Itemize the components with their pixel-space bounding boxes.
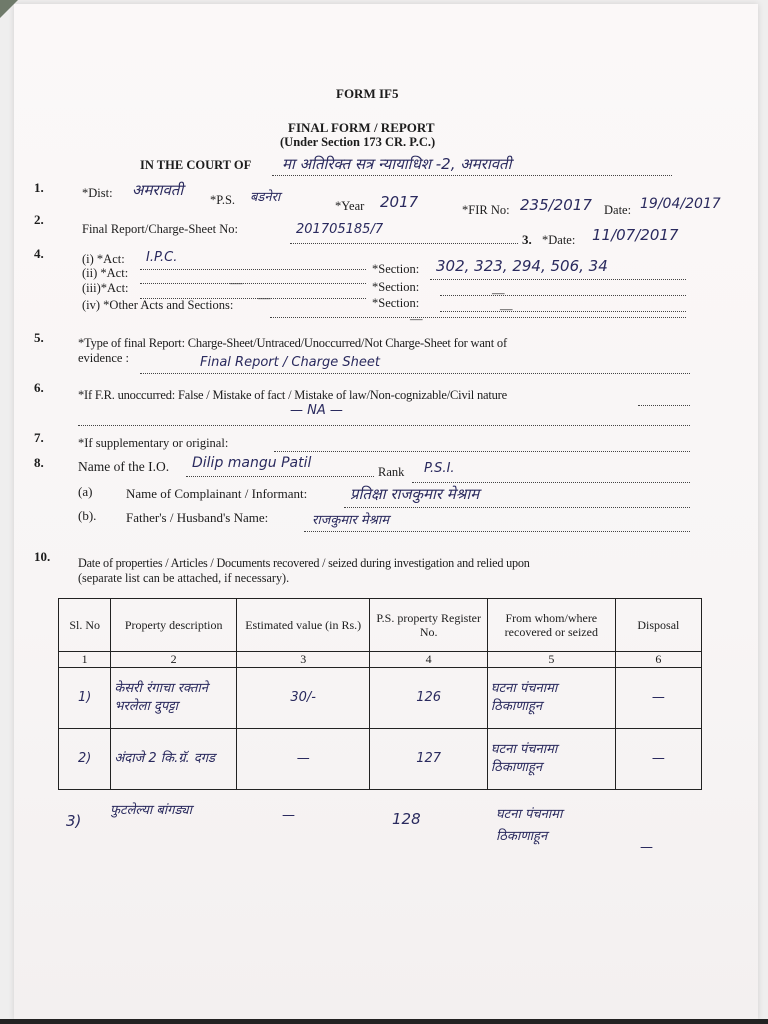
row-property-description: केसरी रंगाचा रक्ताने भरलेला दुपट्टा bbox=[111, 668, 237, 729]
section-2-dotted-line bbox=[440, 294, 686, 296]
fir-date-label: Date: bbox=[604, 203, 632, 217]
report-type-dotted-line bbox=[140, 372, 690, 374]
io-name-value: Dilip mangu Patil bbox=[192, 455, 312, 471]
row-3-recovered-from: घटना पंचनामा ठिकाणाहून bbox=[496, 807, 563, 844]
section-3-value: — bbox=[500, 302, 513, 316]
row-3-sl-no: 3) bbox=[66, 812, 82, 830]
report-type-value: Final Report / Charge Sheet bbox=[200, 355, 380, 370]
complainant-dotted-line bbox=[344, 506, 690, 508]
report-date-value: 11/07/2017 bbox=[592, 226, 679, 244]
row-register-no: 126 bbox=[370, 668, 488, 729]
property-table bbox=[58, 598, 702, 790]
father-name-label: Father's / Husband's Name: bbox=[126, 510, 269, 525]
row-recovered-from: घटना पंचनामा ठिकाणाहून bbox=[487, 668, 615, 729]
father-name-value: राजकुमार मेश्राम bbox=[312, 513, 390, 528]
section-2-value: — bbox=[492, 286, 505, 300]
section-1-label: *Section: bbox=[372, 262, 420, 276]
row-disposal: — bbox=[615, 729, 701, 790]
column-index-row bbox=[59, 652, 702, 668]
ps-label: *P.S. bbox=[210, 193, 236, 207]
column-index: 1 bbox=[59, 652, 111, 668]
act-3-value: — bbox=[258, 291, 271, 305]
act-1-value: I.P.C. bbox=[146, 250, 178, 265]
section-1-value: 302, 323, 294, 506, 34 bbox=[436, 257, 608, 275]
column-index: 3 bbox=[237, 652, 370, 668]
item-8-number: 8. bbox=[34, 455, 44, 470]
item-1-number: 1. bbox=[34, 180, 44, 195]
father-name-dotted-line bbox=[304, 530, 690, 532]
fir-value: 235/2017 bbox=[520, 196, 592, 214]
column-index: 2 bbox=[111, 652, 237, 668]
report-date-label: *Date: bbox=[542, 233, 576, 247]
final-report-dotted-line bbox=[290, 242, 518, 244]
form-subtitle: (Under Section 173 CR. P.C.) bbox=[280, 135, 436, 149]
fr-unoccurred-dotted-line-2 bbox=[78, 424, 690, 426]
row-property-description: अंदाजे 2 कि.ग्रॅ. दगड bbox=[111, 729, 237, 790]
act-4-value: — bbox=[410, 312, 423, 326]
court-value: मा अतिरिक्त सत्र न्यायाधिश -2, अमरावती bbox=[282, 155, 512, 173]
father-name-prefix: (b). bbox=[78, 508, 97, 523]
final-report-label: Final Report/Charge-Sheet No: bbox=[82, 222, 238, 236]
act-1-label: (i) *Act: bbox=[82, 252, 125, 266]
row-recovered-from: घटना पंचनामा ठिकाणाहून bbox=[487, 729, 615, 790]
properties-heading-line-2: (separate list can be attached, if necessary). bbox=[78, 571, 290, 585]
row-estimated-value: — bbox=[237, 729, 370, 790]
row-3-estimated-value: — bbox=[282, 808, 295, 823]
dist-value: अमरावती bbox=[132, 181, 184, 199]
court-dotted-line bbox=[272, 174, 672, 176]
act-4-label: (iv) *Other Acts and Sections: bbox=[82, 298, 234, 312]
final-report-value: 201705185/7 bbox=[296, 222, 384, 237]
section-2-label: *Section: bbox=[372, 280, 420, 294]
item-4-number: 4. bbox=[34, 246, 44, 261]
row-3-property-description: फुटलेल्या बांगड्या bbox=[110, 803, 192, 818]
column-index: 4 bbox=[370, 652, 488, 668]
io-name-label: Name of the I.O. bbox=[78, 459, 170, 474]
item-3-number: 3. bbox=[522, 232, 532, 247]
dist-label: *Dist: bbox=[82, 186, 113, 200]
section-1-dotted-line bbox=[430, 278, 686, 280]
table-row bbox=[59, 668, 702, 729]
item-6-number: 6. bbox=[34, 380, 44, 395]
row-3-register-no: 128 bbox=[392, 810, 421, 828]
fr-unoccurred-label: *If F.R. unoccurred: False / Mistake of fact / Mistake of law/Non-cognizable/Civil nature bbox=[78, 388, 507, 402]
report-type-label-2: evidence : bbox=[78, 351, 130, 365]
section-3-dotted-line bbox=[440, 310, 686, 312]
act-2-label: (ii) *Act: bbox=[82, 266, 129, 280]
fr-unoccurred-dotted-line-1 bbox=[638, 404, 690, 406]
item-2-number: 2. bbox=[34, 212, 44, 227]
form-number: FORM IF5 bbox=[336, 86, 399, 101]
item-5-number: 5. bbox=[34, 330, 44, 345]
supplementary-dotted-line bbox=[274, 450, 690, 452]
properties-heading-line-1: Date of properties / Articles / Documents recovered / seized during investigation and relied upon bbox=[78, 556, 530, 570]
col-header-disposal: Disposal bbox=[615, 599, 701, 652]
year-label: *Year bbox=[335, 199, 365, 213]
section-3-label: *Section: bbox=[372, 296, 420, 310]
fir-label: *FIR No: bbox=[462, 203, 510, 217]
table-row bbox=[59, 729, 702, 790]
fr-unoccurred-value: — NA — bbox=[290, 403, 343, 418]
supplementary-label: *If supplementary or original: bbox=[78, 436, 229, 450]
act-2-dotted-line bbox=[140, 282, 366, 284]
column-index: 6 bbox=[615, 652, 701, 668]
court-label: IN THE COURT OF bbox=[140, 158, 252, 172]
act-4-dotted-line bbox=[270, 316, 686, 318]
ps-value: बडनेरा bbox=[250, 190, 281, 205]
row-sl-no: 1) bbox=[59, 668, 111, 729]
rank-value: P.S.I. bbox=[424, 461, 455, 476]
page-corner-shadow bbox=[0, 0, 18, 18]
item-7-number: 7. bbox=[34, 430, 44, 445]
fir-date-value: 19/04/2017 bbox=[640, 196, 721, 212]
col-header-register-no: P.S. property Register No. bbox=[370, 599, 488, 652]
col-header-property-description: Property description bbox=[111, 599, 237, 652]
row-register-no: 127 bbox=[370, 729, 488, 790]
col-header-recovered-from: From whom/where recovered or seized bbox=[487, 599, 615, 652]
act-3-label: (iii)*Act: bbox=[82, 281, 129, 295]
row-disposal: — bbox=[615, 668, 701, 729]
col-header-sl-no: Sl. No bbox=[59, 599, 111, 652]
item-10-number: 10. bbox=[34, 549, 51, 564]
page-bottom-edge bbox=[0, 1019, 768, 1024]
col-header-estimated-value: Estimated value (in Rs.) bbox=[237, 599, 370, 652]
row-3-disposal: — bbox=[640, 840, 653, 855]
row-estimated-value: 30/- bbox=[237, 668, 370, 729]
act-1-dotted-line bbox=[140, 268, 366, 270]
io-name-dotted-line bbox=[186, 475, 374, 477]
rank-dotted-line bbox=[412, 481, 690, 483]
column-index: 5 bbox=[487, 652, 615, 668]
year-value: 2017 bbox=[380, 193, 419, 211]
report-type-label: *Type of final Report: Charge-Sheet/Untraced/Unoccurred/Not Charge-Sheet for want of bbox=[78, 336, 507, 350]
complainant-value: प्रतिक्षा राजकुमार मेश्राम bbox=[350, 485, 480, 503]
rank-label: Rank bbox=[378, 465, 405, 479]
row-sl-no: 2) bbox=[59, 729, 111, 790]
complainant-prefix: (a) bbox=[78, 484, 93, 499]
act-2-value: — bbox=[230, 276, 243, 290]
complainant-label: Name of Complainant / Informant: bbox=[126, 486, 308, 501]
form-title: FINAL FORM / REPORT bbox=[288, 120, 435, 135]
